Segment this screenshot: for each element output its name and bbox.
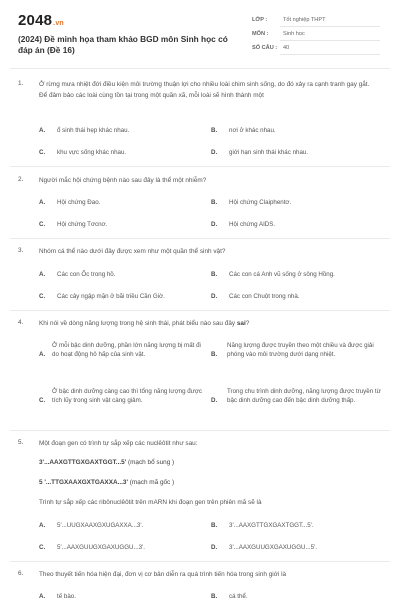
option-letter: C.	[39, 149, 46, 156]
option-letter: B.	[211, 199, 218, 206]
option-letter: C.	[39, 293, 46, 300]
option-text: Năng lượng được truyền theo một chiều và được giải phóng vào môi trường dưới dạng nhiệt.	[227, 342, 374, 358]
option-letter: C.	[39, 221, 46, 228]
option-letter: A.	[39, 271, 46, 278]
question-keyword: sai	[236, 320, 246, 327]
question-number: 6.	[18, 570, 24, 577]
divider	[10, 430, 390, 431]
sequence-text: 3'...AAXGTTGXGAXTGGT...5'	[39, 459, 127, 466]
divider	[10, 166, 390, 167]
option-text: Các con Chuột trong nhà.	[229, 293, 300, 300]
option-text: ổ sinh thái hẹp khác nhau.	[57, 127, 130, 134]
question-number: 4.	[18, 319, 24, 326]
option-letter: B.	[211, 271, 218, 278]
page-title: (2024) Đề minh họa tham khảo BGD môn Sinh học có đáp án (Đề 16)	[18, 34, 228, 55]
question-text: Theo thuyết tiến hóa hiện đại, đơn vị cơ bản diễn ra quá trình tiến hóa trong sinh giới là	[39, 571, 287, 578]
meta-value: 40	[283, 45, 290, 51]
option-text: Ở mỗi bậc dinh dưỡng, phần lớn năng lượng bị mất đi do hoạt động hô hấp của sinh vật.	[52, 342, 201, 358]
option-letter: C.	[39, 544, 46, 551]
option-text: nơi ở khác nhau.	[229, 127, 276, 134]
divider	[10, 68, 390, 69]
option-letter: D.	[211, 544, 218, 551]
option-letter: A.	[39, 522, 46, 529]
meta-label: LỚP :	[252, 17, 268, 23]
logo-suffix: .vn	[53, 20, 64, 27]
site-logo[interactable]	[18, 12, 64, 29]
divider	[280, 54, 380, 55]
option-letter: B.	[211, 593, 218, 600]
option-letter: D.	[211, 397, 218, 404]
option-letter: B.	[211, 522, 218, 529]
option-text: Hội chứng Đao.	[57, 199, 101, 206]
question-text: Ở rừng mưa nhiệt đới điều kiện môi trường thuận lợi cho nhiều loài chim sinh sống, do đó xảy ra cạnh tranh gay gắt. Để đảm bảo các loài cùng tồn tại trong một quần xã, mỗi loài sẽ hình thành một	[39, 81, 370, 99]
divider	[10, 561, 390, 562]
question-number: 2.	[18, 176, 24, 183]
question-number: 3.	[18, 247, 24, 254]
option-text: 3'...AAXGUUGXGAXUGGU...5'.	[229, 544, 317, 551]
sequence-text: 5 '...TTGXAAXGXTGAXXA...3'	[39, 479, 128, 486]
option-letter: A.	[39, 127, 46, 134]
option-letter: A.	[39, 199, 46, 206]
option-text: cá thể.	[229, 593, 248, 600]
meta-label: MÔN :	[252, 31, 269, 37]
sequence-coding-strand	[39, 459, 174, 466]
option-letter: A.	[39, 351, 46, 358]
option-text: Trong chu trình dinh dưỡng, năng lượng được truyền từ bậc dinh dưỡng cao đến bậc dinh dưỡng thấp.	[227, 388, 381, 404]
option-text: Hội chứng Claiphentơ.	[229, 199, 292, 206]
option-text: Hội chứng AIDS.	[229, 221, 276, 228]
option-text: Ở bậc dinh dưỡng càng cao thì tổng năng lượng được tích lũy trong sinh vật càng giảm.	[52, 388, 202, 404]
option-letter: D.	[211, 293, 218, 300]
divider	[10, 238, 390, 239]
logo-text: 2048	[18, 12, 53, 29]
header	[0, 0, 400, 62]
option-text: Các cây ngập mặn ở bãi triều Cần Giờ.	[57, 293, 165, 300]
option-letter: B.	[211, 351, 218, 358]
option-letter: C.	[39, 397, 46, 404]
option-text: Các con cá Anh vũ sống ở sông Hồng.	[229, 271, 335, 278]
meta-value: Sinh học	[283, 31, 305, 37]
meta-label: SỐ CÂU :	[252, 45, 278, 51]
question-text: Nhóm cá thể nào dưới đây được xem như một quần thể sinh vật?	[39, 248, 226, 255]
sequence-template-strand	[39, 479, 174, 486]
question-text: Người mắc hội chứng bệnh nào sau đây là thể một nhiễm?	[39, 177, 207, 184]
question-text	[39, 319, 379, 330]
option-text: Hội chứng Tơcnơ.	[57, 221, 108, 228]
option-letter: B.	[211, 127, 218, 134]
sequence-note: (mạch bổ sung )	[126, 459, 175, 466]
divider	[280, 26, 380, 27]
sequence-note: (mạch mã gốc )	[127, 479, 175, 486]
divider	[10, 310, 390, 311]
question-number: 1.	[18, 80, 24, 87]
question-prompt: Trình tự sắp xếp các ribônuclêôtit trên mARN khi đoạn gen trên phiên mã sẽ là	[39, 499, 262, 506]
question-text-part: Khi nói về dòng năng lượng trong hệ sinh thái, phát biểu nào sau đây	[39, 320, 237, 327]
meta-value: Tốt nghiệp THPT	[283, 17, 326, 23]
option-text: 5'...AAXGUUGXGAXUGGU...3'.	[57, 544, 145, 551]
option-text: 3'...AAXGTTGXGAXTGGT...5'.	[229, 522, 314, 529]
question-text: Một đoạn gen có trình tự sắp xếp các nuclêôtit như sau:	[39, 440, 198, 447]
option-text: khu vực sống khác nhau.	[57, 149, 127, 156]
option-text: 5'...UUGXAAXGXUGAXXA...3'.	[57, 522, 144, 529]
divider	[280, 40, 380, 41]
option-letter: A.	[39, 593, 46, 600]
option-letter: D.	[211, 149, 218, 156]
option-text: giới hạn sinh thái khác nhau.	[229, 149, 309, 156]
option-text: tế bào.	[57, 593, 76, 600]
option-letter: D.	[211, 221, 218, 228]
question-text-end: ?	[245, 320, 250, 327]
question-number: 5.	[18, 439, 24, 446]
option-text: Các con Ốc trong hồ.	[57, 271, 116, 278]
